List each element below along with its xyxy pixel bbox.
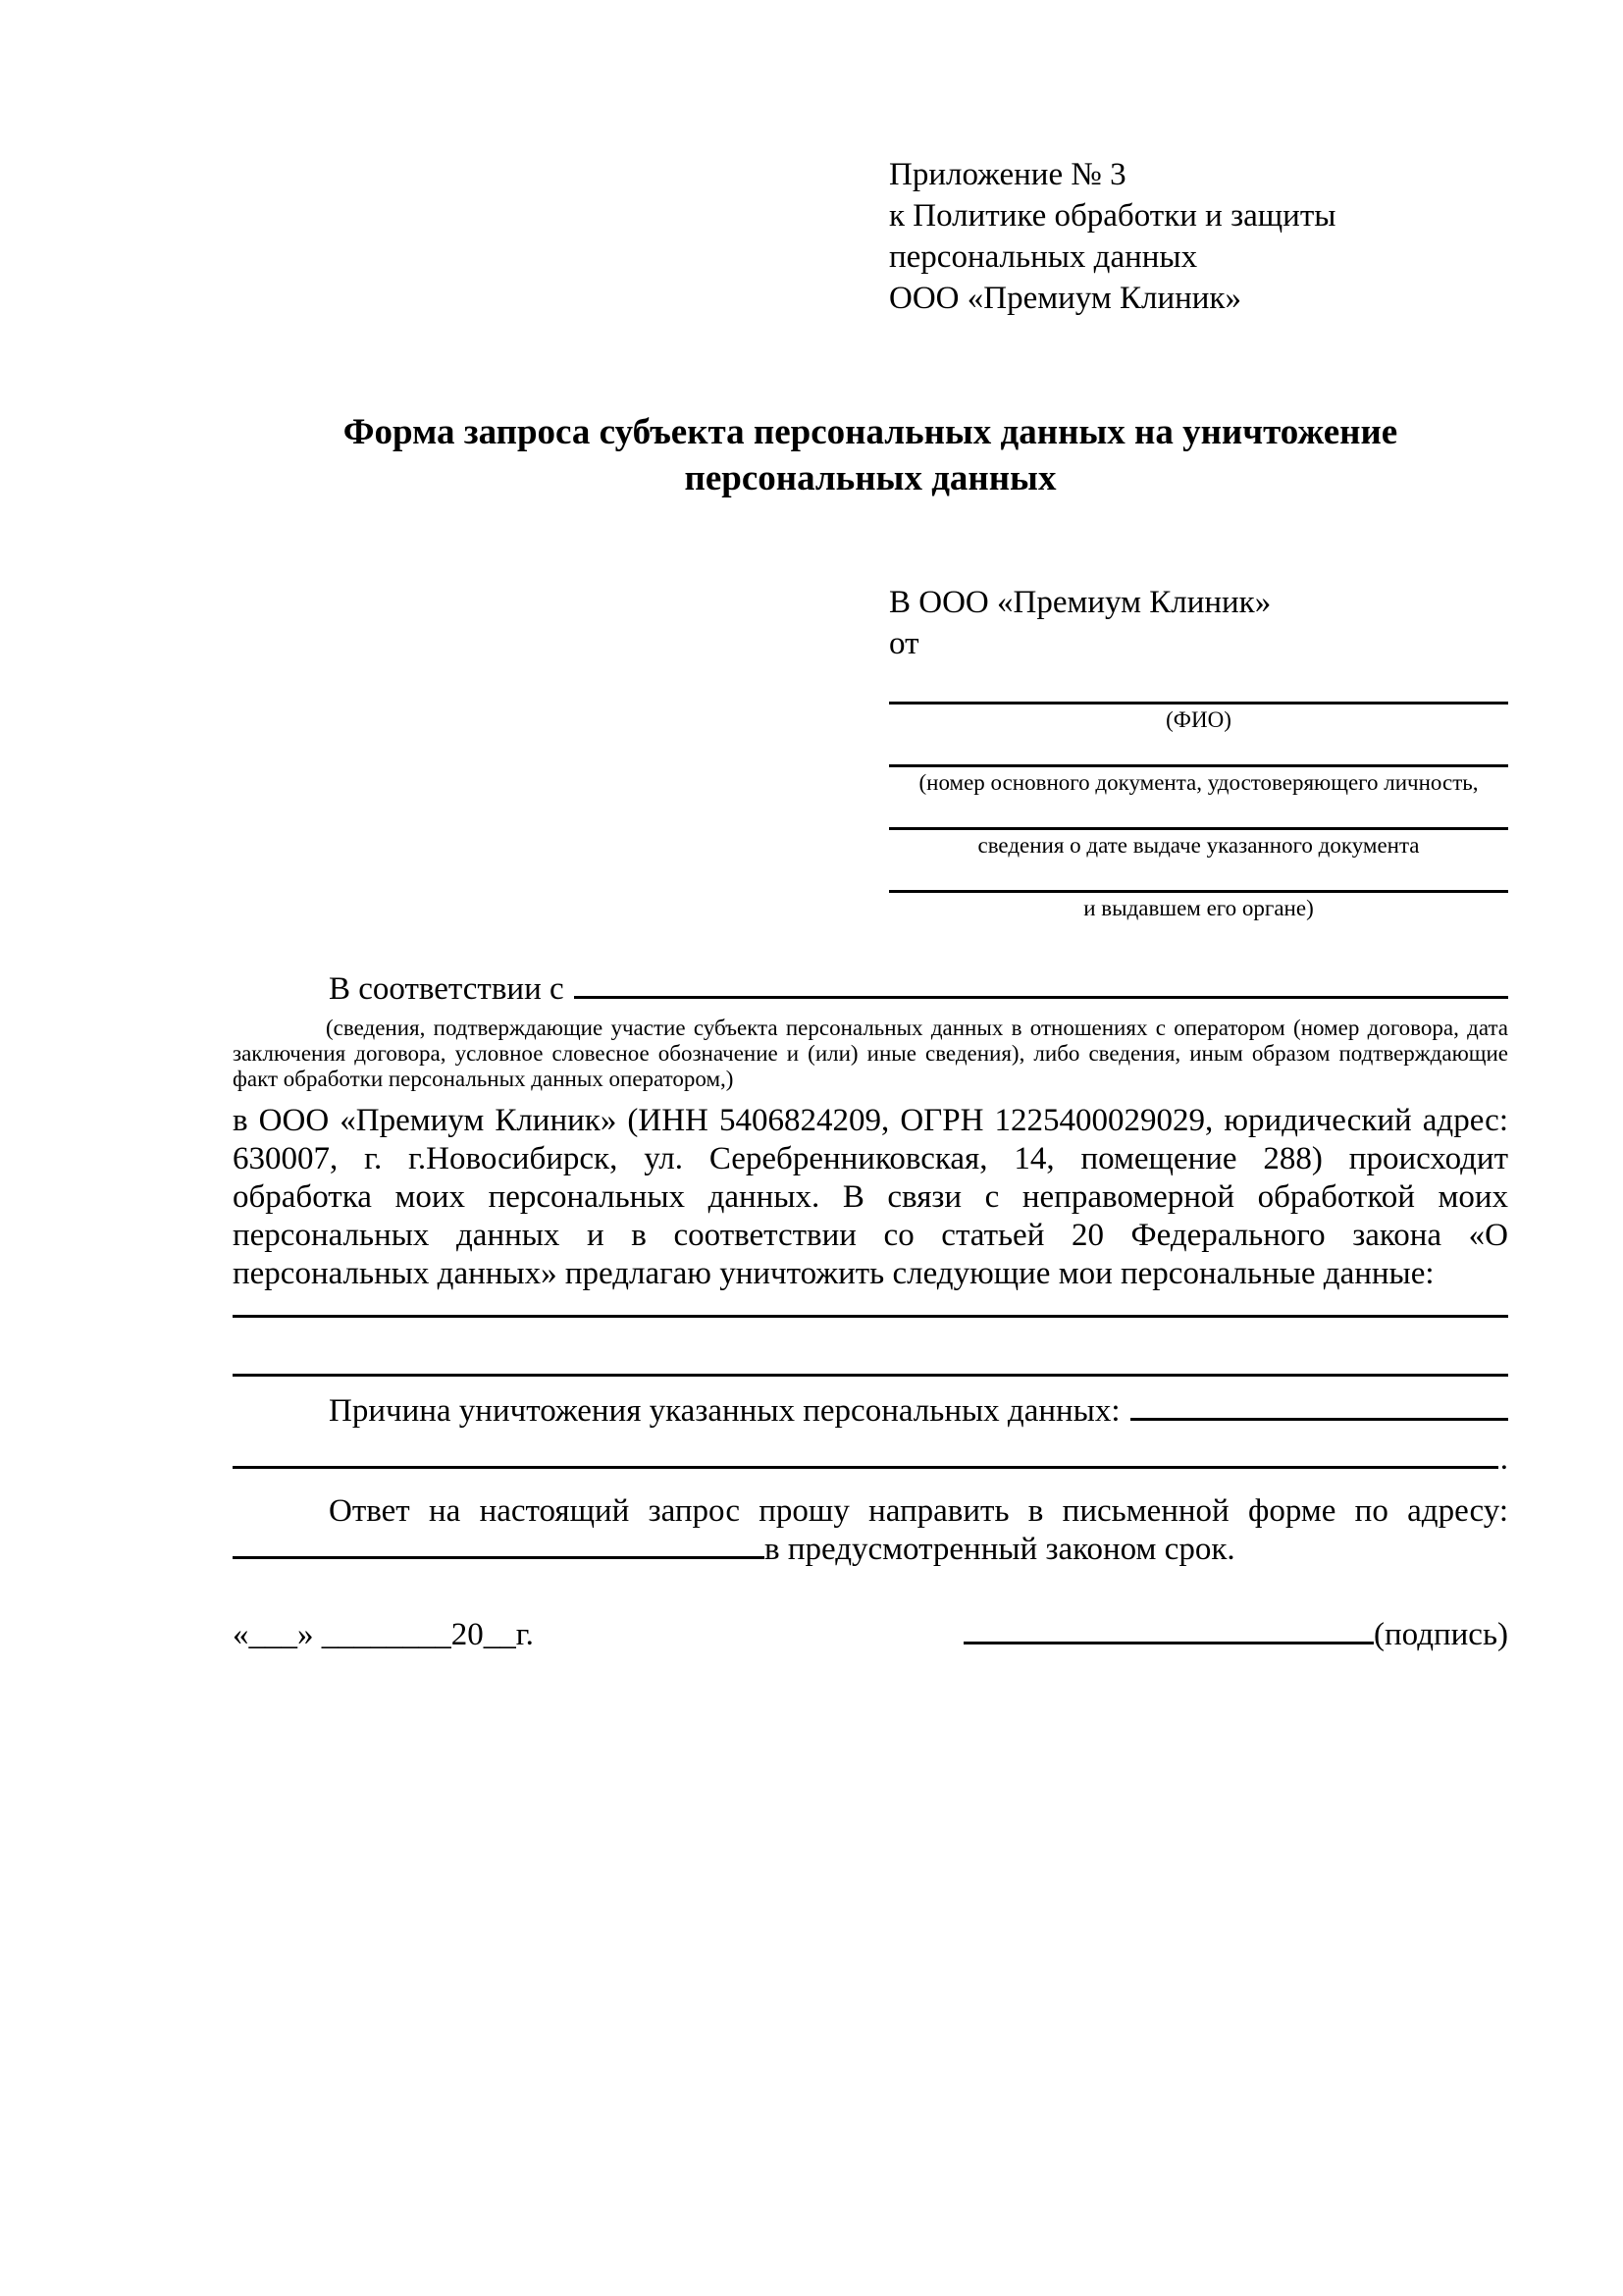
reason-blank-line [1130, 1392, 1508, 1421]
appendix-line: ООО «Премиум Клиник» [889, 281, 1241, 316]
issuing-authority-blank-line [889, 890, 1508, 893]
main-paragraph: в ООО «Премиум Клиник» (ИНН 5406824209, ОГРН 1225400029029, юридический адрес: 630007, г. г.Новосибирск, ул. Серебренниковская, 14, помещение 288) происходит обработка моих персональных данных. В связи с неправомерной обработкой моих персональных данных и в соответствии со статьей 20 Федерального закона «О персональных данных» предлагаю уничтожить следующие мои персональные данные: [233, 1103, 1508, 1291]
response-request-text: Ответ на настоящий запрос прошу направить в письменной форме по адресу: [329, 1493, 1508, 1529]
signature-caption: (подпись) [1374, 1617, 1508, 1652]
reason-label: Причина уничтожения указанных персональных данных: [329, 1393, 1121, 1429]
appendix-line: к Политике обработки и защиты [889, 198, 1336, 234]
appendix-line: Приложение № 3 [889, 157, 1126, 192]
address-blank-line [233, 1531, 764, 1559]
footer-row [233, 1616, 1508, 1654]
addressee-block [889, 582, 1508, 921]
appendix-header [889, 154, 1508, 319]
personal-data-blank-line [233, 1318, 1508, 1377]
signature-blank-line [964, 1616, 1374, 1644]
document-number-caption: (номер основного документа, удостоверяющего личность, [918, 770, 1479, 795]
response-address-row [233, 1531, 1508, 1569]
accordance-blank-line [574, 970, 1508, 999]
accordance-label: В соответствии с [329, 971, 564, 1007]
addressee-to: В ООО «Премиум Клиник» [889, 585, 1272, 620]
fio-blank-line [889, 702, 1508, 704]
issue-date-caption: сведения о дате выдаче указанного документа [977, 833, 1420, 858]
document-number-blank-line [889, 764, 1508, 767]
appendix-line: персональных данных [889, 239, 1198, 275]
issuing-authority-caption: и выдавшем его органе) [1083, 896, 1314, 920]
addressee-from-label: от [889, 626, 919, 661]
reason-blank-line [233, 1440, 1498, 1469]
accordance-note: (сведения, подтверждающие участие субъекта персональных данных в отношениях с оператором (номер договора, дата заключения договора, условное словесное обозначение и (или) иные сведения), либо сведения, иным образом подтверждающие факт обработки персональных данных оператором,) [233, 1016, 1508, 1091]
document-title: Форма запроса субъекта персональных данных на уничтожение персональных данных [342, 412, 1398, 498]
issue-date-blank-line [889, 827, 1508, 830]
personal-data-blank-line [233, 1293, 1508, 1318]
date-blank-template: «___» ________20__г. [233, 1617, 534, 1652]
reason-line-period: . [1499, 1441, 1508, 1477]
response-term-text: в предусмотренный законом срок. [764, 1532, 1235, 1567]
reason-row [233, 1392, 1508, 1431]
fio-caption: (ФИО) [1166, 707, 1231, 732]
reason-continuation-row [233, 1440, 1508, 1479]
accordance-row [233, 970, 1508, 1008]
signature-group [964, 1616, 1508, 1654]
